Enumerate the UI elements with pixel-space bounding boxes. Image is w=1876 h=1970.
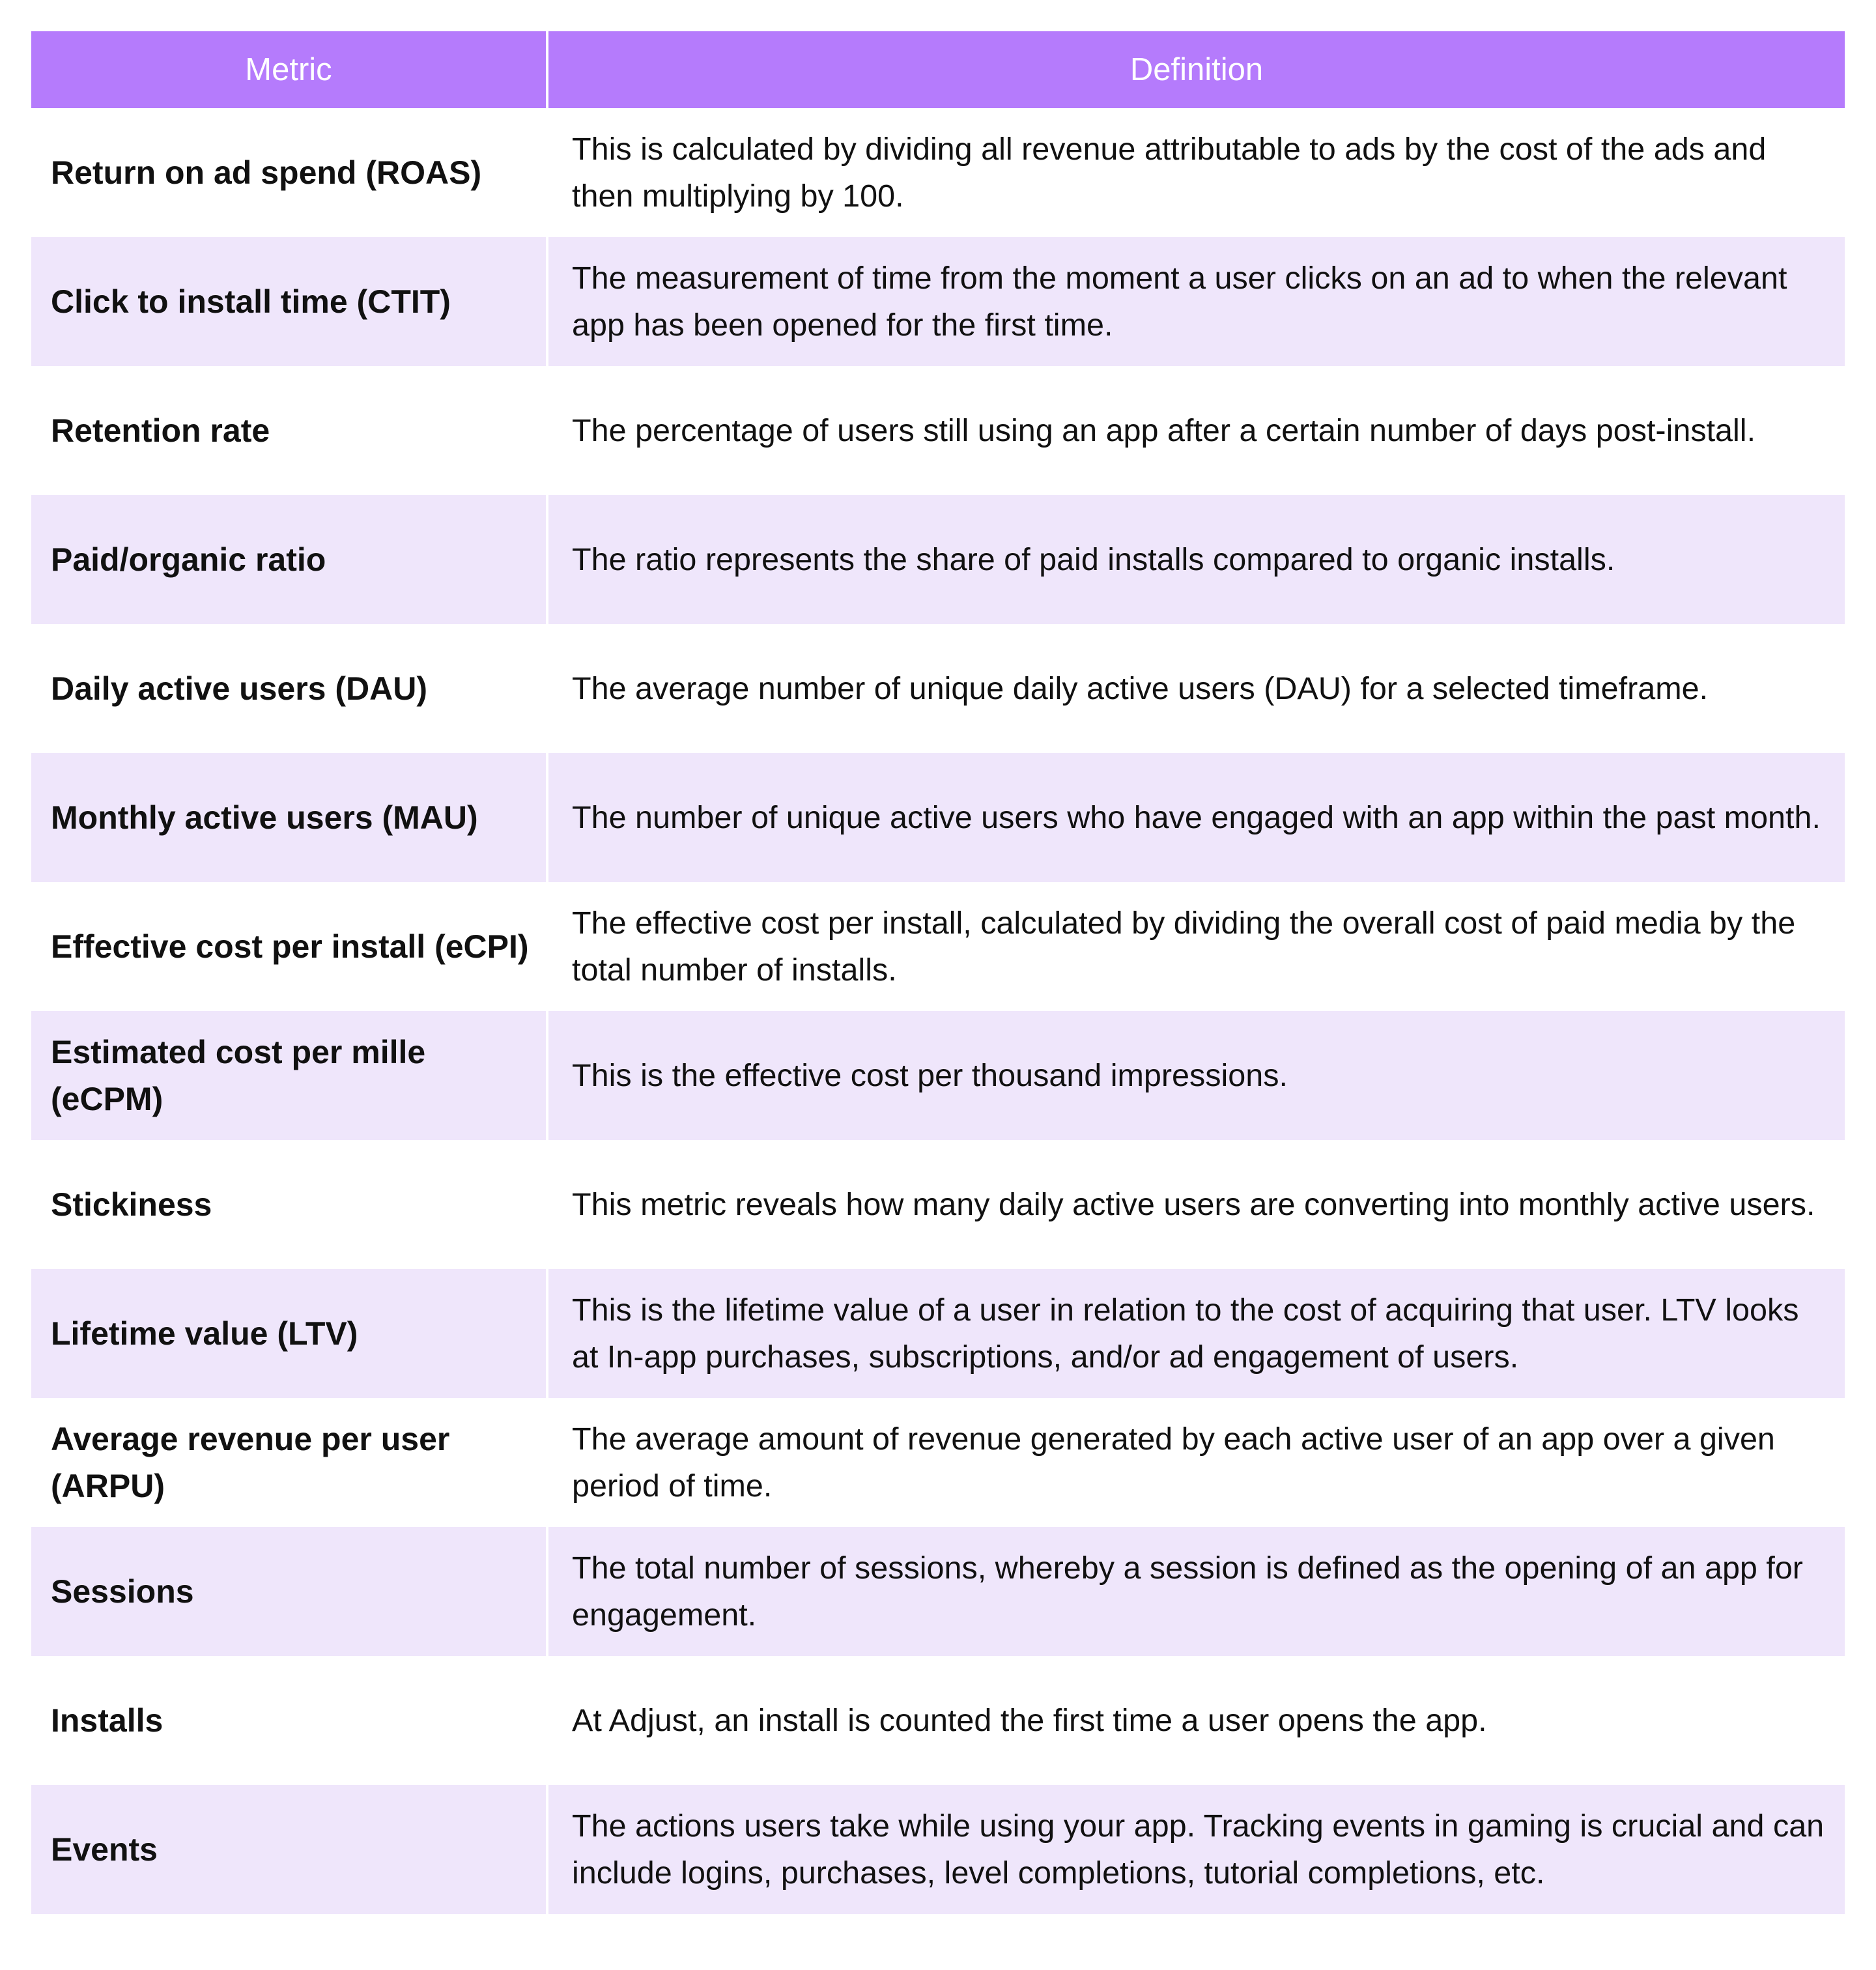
definition-text: This metric reveals how many daily active users are converting into monthly active users.	[572, 1187, 1815, 1222]
definition-text: This is the lifetime value of a user in relation to the cost of acquiring that user. LTV looks at In-app purchases, subscriptions, and/or ad engagement of users.	[572, 1292, 1799, 1375]
definition-cell	[546, 1011, 1845, 1140]
metric-label: Average revenue per user (ARPU)	[51, 1421, 450, 1504]
definition-text: This is the effective cost per thousand impressions.	[572, 1058, 1288, 1093]
table-row	[31, 237, 1845, 366]
table-row	[31, 624, 1845, 753]
definition-cell	[546, 1269, 1845, 1398]
definition-cell	[546, 1785, 1845, 1914]
definition-text: The average amount of revenue generated by each active user of an app over a given period of time.	[572, 1421, 1775, 1504]
definition-text: This is calculated by dividing all revenue attributable to ads by the cost of the ads and then multiplying by 100.	[572, 132, 1767, 214]
definition-cell	[546, 1140, 1845, 1269]
metric-cell	[31, 1656, 546, 1785]
definition-text: The total number of sessions, whereby a session is defined as the opening of an app for engagement.	[572, 1550, 1803, 1633]
definition-cell	[546, 108, 1845, 237]
definition-cell	[546, 1398, 1845, 1527]
definition-cell	[546, 753, 1845, 882]
definition-cell	[546, 1656, 1845, 1785]
header-definition: Definition	[546, 31, 1845, 108]
table-header	[31, 31, 1845, 108]
metric-cell	[31, 237, 546, 366]
definition-text: The average number of unique daily active users (DAU) for a selected timeframe.	[572, 671, 1709, 706]
table-row	[31, 1527, 1845, 1656]
table-row	[31, 1269, 1845, 1398]
definition-text: At Adjust, an install is counted the first time a user opens the app.	[572, 1703, 1487, 1738]
metric-cell	[31, 1398, 546, 1527]
definition-text: The effective cost per install, calculated by dividing the overall cost of paid media by the total number of installs.	[572, 906, 1796, 988]
definition-cell	[546, 1527, 1845, 1656]
table-row	[31, 1656, 1845, 1785]
metrics-table	[31, 31, 1845, 1914]
table-row	[31, 495, 1845, 624]
table-row	[31, 882, 1845, 1011]
metric-cell	[31, 624, 546, 753]
table-row	[31, 753, 1845, 882]
metric-cell	[31, 882, 546, 1011]
table-row	[31, 108, 1845, 237]
definition-cell	[546, 882, 1845, 1011]
metric-label: Retention rate	[51, 412, 270, 449]
metric-label: Stickiness	[51, 1186, 212, 1223]
metric-label: Estimated cost per mille (eCPM)	[51, 1034, 426, 1117]
definition-cell	[546, 495, 1845, 624]
metric-cell	[31, 366, 546, 495]
metric-label: Installs	[51, 1702, 163, 1739]
definition-cell	[546, 366, 1845, 495]
metric-label: Effective cost per install (eCPI)	[51, 928, 529, 965]
metric-label: Monthly active users (MAU)	[51, 799, 478, 836]
metric-label: Daily active users (DAU)	[51, 670, 428, 707]
header-metric: Metric	[31, 31, 546, 108]
definition-text: The number of unique active users who have engaged with an app within the past month.	[572, 800, 1821, 835]
metric-cell	[31, 1011, 546, 1140]
metric-label: Events	[51, 1831, 158, 1868]
table-row	[31, 366, 1845, 495]
definition-text: The measurement of time from the moment a user clicks on an ad to when the relevant app has been opened for the first time.	[572, 261, 1787, 343]
table-row	[31, 1398, 1845, 1527]
metric-cell	[31, 495, 546, 624]
metric-label: Sessions	[51, 1573, 194, 1610]
metric-label: Paid/organic ratio	[51, 541, 326, 578]
metric-cell	[31, 108, 546, 237]
table-row	[31, 1011, 1845, 1140]
metric-cell	[31, 1785, 546, 1914]
metric-label: Lifetime value (LTV)	[51, 1315, 358, 1352]
metric-cell	[31, 1269, 546, 1398]
definition-text: The actions users take while using your app. Tracking events in gaming is crucial and can include logins, purchases, level completions, tutorial completions, etc.	[572, 1808, 1825, 1891]
metric-label: Click to install time (CTIT)	[51, 283, 451, 320]
metric-cell	[31, 1527, 546, 1656]
table-row	[31, 1785, 1845, 1914]
definition-text: The percentage of users still using an app after a certain number of days post-install.	[572, 413, 1756, 448]
definition-cell	[546, 237, 1845, 366]
metric-label: Return on ad spend (ROAS)	[51, 154, 482, 191]
metric-cell	[31, 753, 546, 882]
definition-text: The ratio represents the share of paid installs compared to organic installs.	[572, 542, 1615, 577]
metric-cell	[31, 1140, 546, 1269]
definition-cell	[546, 624, 1845, 753]
table-row	[31, 1140, 1845, 1269]
